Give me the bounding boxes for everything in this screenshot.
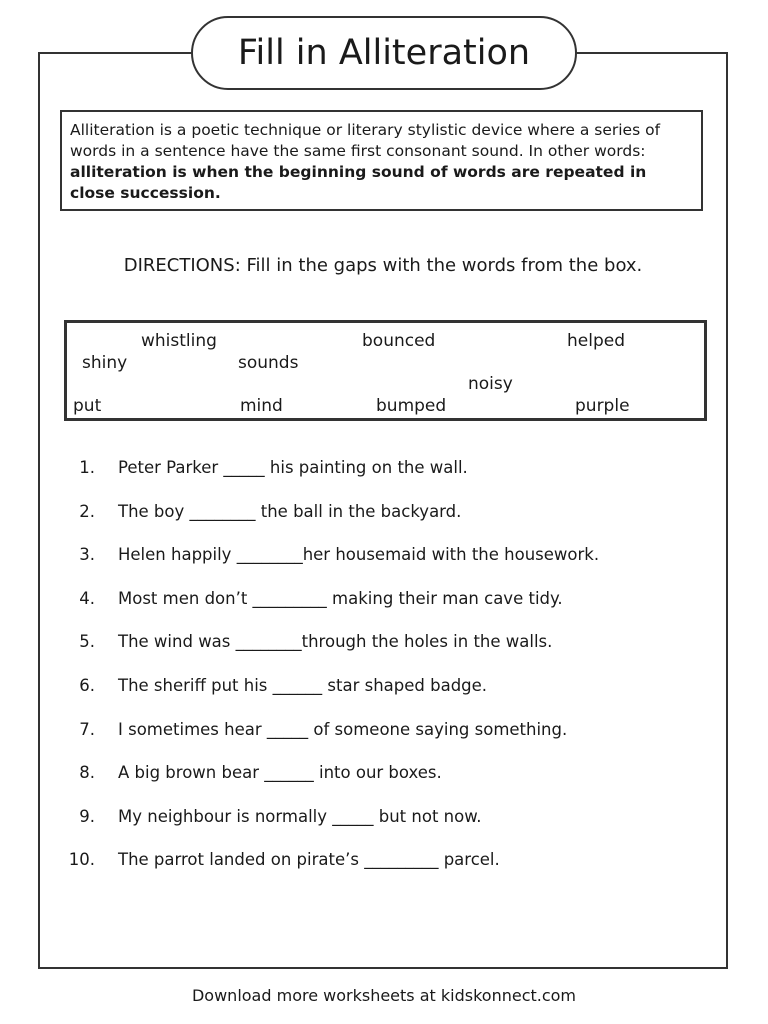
question-text: I sometimes hear _____ of someone saying something. [118,719,568,739]
question-text: The wind was ________through the holes in the walls. [118,632,553,652]
word-bank-item: sounds [238,353,299,373]
word-bank [64,320,707,421]
question-item [60,803,720,847]
word-bank-item: put [73,396,102,416]
question-list [60,454,720,890]
word-bank-item: shiny [82,353,128,373]
word-bank-item: helped [567,331,625,351]
question-number: 7. [79,719,95,739]
question-item [60,716,720,760]
question-item [60,585,720,629]
question-text: Peter Parker _____ his painting on the wall. [118,458,468,477]
definition-text: Alliteration is a poetic technique or literary stylistic device where a series of words in a sentence have the same first consonant sound. In other words: [70,121,661,160]
page-title [191,16,577,90]
definition-bold-text: alliteration is when the beginning sound of words are repeated in close succession. [70,163,647,202]
definition-box [60,110,703,211]
question-number: 2. [79,501,95,521]
word-bank-item: purple [575,396,630,416]
question-text: A big brown bear ______ into our boxes. [118,763,442,783]
question-text: The parrot landed on pirate’s _________ parcel. [118,850,500,870]
page-title-text: Fill in Alliteration [237,33,531,73]
word-bank-item: mind [240,396,283,416]
question-text: Helen happily ________her housemaid with the housework. [118,545,600,565]
question-number: 5. [79,632,95,652]
footer-text: Download more worksheets at kidskonnect.com [191,986,577,1005]
question-number: 1. [79,458,95,477]
question-number: 4. [79,588,95,608]
word-bank-item: bounced [362,331,436,351]
question-number: 8. [79,763,95,783]
question-item [60,498,720,542]
word-bank-item: whistling [141,331,217,351]
word-bank-item: noisy [468,374,513,394]
question-item [60,454,720,498]
directions: DIRECTIONS: Fill in the gaps with the words from the box. [123,255,643,276]
question-text: Most men don’t _________ making their man cave tidy. [118,588,563,608]
question-text: My neighbour is normally _____ but not now. [118,806,482,826]
question-text: The sheriff put his ______ star shaped badge. [118,675,488,695]
question-item [60,541,720,585]
question-number: 10. [68,850,95,870]
question-item [60,846,720,890]
question-item [60,759,720,803]
word-bank-item: bumped [376,396,447,416]
question-number: 3. [79,545,95,565]
question-text: The boy ________ the ball in the backyard. [118,501,462,521]
question-item [60,672,720,716]
question-number: 6. [79,675,95,695]
question-item [60,628,720,672]
question-number: 9. [79,806,95,826]
